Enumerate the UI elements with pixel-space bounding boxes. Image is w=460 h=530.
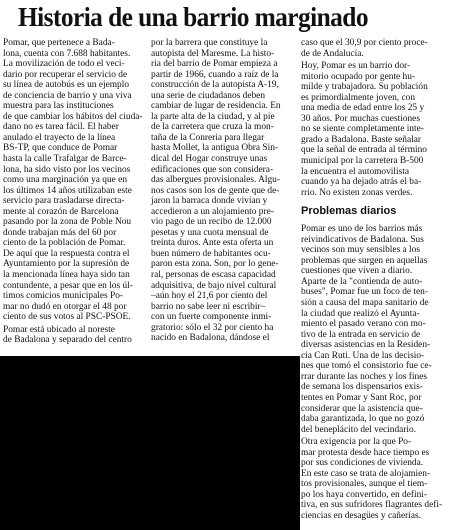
text-line: accedieron a un alojamiento pre- <box>151 206 274 217</box>
text-line: La movilización de todo el veci- <box>3 59 125 70</box>
text-line: la ciudad que realizó el Ayunta- <box>301 308 420 319</box>
text-line: dano no es tarea fácil. El haber <box>3 122 119 133</box>
article-headline: Historia de una barrio marginado <box>18 2 368 32</box>
text-line: Aparte de la "contienda de auto- <box>301 276 423 287</box>
text-line: no se siente completamente inte- <box>301 124 424 135</box>
subheading-problemas-diarios: Problemas diarios <box>301 205 397 218</box>
text-line: 30 años. Por muchas cuestiones <box>301 113 420 124</box>
article-column-2 <box>151 38 299 344</box>
text-line: hasta Mollet, la antigua Obra Sin- <box>151 143 279 154</box>
text-line: Ayuntamiento por la supresión de <box>3 259 130 270</box>
text-line: autopista del Maresme. La histo- <box>151 48 275 59</box>
black-ink-block <box>0 356 300 530</box>
text-line: edificaciones que son considera- <box>151 164 274 175</box>
text-line: daba garantizada, lo que no gozó <box>301 414 425 425</box>
text-line: por sus condiciones de vivienda. <box>301 458 424 469</box>
text-line: tos provisionales, aunque el tiem- <box>301 479 428 490</box>
text-line: por la barrera que constituye la <box>151 38 268 48</box>
text-line: diversas asistencias en la Residen- <box>301 340 431 351</box>
text-line: municipal por la carretera B-500 <box>301 156 424 167</box>
text-line: Pomar es uno de los barrios más <box>301 224 423 235</box>
text-line: caso que el 30,9 por ciento proce- <box>301 38 428 48</box>
text-line: vio pago de un recibo de 12.000 <box>151 217 272 228</box>
text-line: nos casos son los de gente que de- <box>151 185 280 196</box>
text-line: miento el pasado verano con mo- <box>301 319 426 330</box>
text-line: considerar que la asistencia que- <box>301 403 423 414</box>
text-line: lona, ha sido visto por los vecinos <box>3 164 131 175</box>
text-line: jaron la barraca donde vivían y <box>151 196 268 207</box>
text-line: Otra exigencia por la que Po- <box>301 437 412 448</box>
text-line: que la señal de entrada al término <box>301 145 427 156</box>
article-column-3 <box>301 38 457 522</box>
text-line: de Badalona y separado del centro <box>3 335 132 346</box>
text-line: rrar durante las noches y los fines <box>301 371 427 382</box>
text-line: das albergues provisionales. Algu- <box>151 175 280 186</box>
text-line: buen número de habitantes ocu- <box>151 248 271 259</box>
text-line: construcción de la autopista A-19, <box>151 80 279 91</box>
text-line: gratorio: sólo el 32 por ciento ha <box>151 322 274 333</box>
text-line: la mencionada línea haya sido tan <box>3 270 130 281</box>
text-line: paron esta zona. Son, por lo gene- <box>151 259 279 270</box>
text-line: de la carretera que cruza la mon- <box>151 122 274 133</box>
text-line: cuando ya ha dejado atrás el ba- <box>301 177 422 188</box>
text-line: la parte alta de la ciudad, y al pie <box>151 111 275 122</box>
text-line: con un fuerte componente inmi- <box>151 312 272 323</box>
text-line: timos comicios municipales Po- <box>3 291 124 302</box>
text-line: barrio no sabe leer ni escribir– <box>151 301 266 312</box>
text-line: nacido en Badalona, dándose el <box>151 333 270 344</box>
text-line: ria del barrio de Pomar empieza a <box>151 59 278 70</box>
text-line: dario por recuperar el servicio de <box>3 69 128 80</box>
text-line: ciento de la población de Pomar. <box>3 238 126 249</box>
text-line: donde trabajan más del 60 por <box>3 227 117 238</box>
text-line: una serie de ciudadanos deben <box>151 90 266 101</box>
text-line: Pomar está ubicado al noreste <box>3 324 115 335</box>
text-line: mar no dudó en otorgar el 48 por <box>3 301 127 312</box>
text-line: hasta la calle Trafalgar de Barce- <box>3 154 127 165</box>
text-line: tivo de la entrada en servicio de <box>301 329 421 340</box>
text-line: milde y trabajadora. Su población <box>301 82 428 93</box>
text-line: adquisitiva, de bajo nivel cultural <box>151 280 277 291</box>
text-line: mitorio ocupado por gente hu- <box>301 71 416 82</box>
text-line: anulado el trayecto de la línea <box>3 132 116 143</box>
text-line: servicio para trasladarse directa- <box>3 196 125 207</box>
text-line: BS-TP, que conduce de Pomar <box>3 143 118 154</box>
text-line: del beneplácito del vecindario. <box>301 424 417 435</box>
text-line: cambiar de lugar de residencia. En <box>151 101 281 112</box>
text-line: de de Andalucía. <box>301 48 364 59</box>
text-line: los últimos 14 años utilizaban este <box>3 185 132 196</box>
text-line: –aún hoy el 21,6 por ciento del <box>151 291 268 302</box>
text-line: contundente, a pesar que en los úl- <box>3 280 133 291</box>
text-line: Pomar, que pertenece a Bada- <box>3 38 115 48</box>
text-line: muestra para las instituciones <box>3 101 114 112</box>
column-3-bottom <box>301 224 457 521</box>
text-line: dical del Hogar construye unas <box>151 154 268 165</box>
article-column-1 <box>3 38 150 346</box>
text-line: nes que tomó el consistorio fue ce- <box>301 361 432 372</box>
text-line: grado a Badalona. Baste señalar <box>301 134 422 145</box>
text-line: ciento de sus votos al PSC-PSOE. <box>3 312 131 323</box>
text-line: Hoy, Pomar es un barrio dor- <box>301 61 411 72</box>
text-line: mar protesta desde hace tiempo es <box>301 447 430 458</box>
text-line: problemas que surgen en aquellas <box>301 255 428 266</box>
text-line: pasando por la zona de Poble Nou <box>3 217 132 228</box>
text-line: po los haya convertido, en defini- <box>301 489 428 500</box>
text-line: como una marginación ya que en <box>3 175 128 186</box>
text-line: buses", Pomar fue un foco de ten- <box>301 287 428 298</box>
text-line: ciencias en desagües y cañerías. <box>301 510 421 521</box>
text-line: es primordialmente joven, con <box>301 92 416 103</box>
text-line: una media de edad entre los 25 y <box>301 103 425 114</box>
text-line: En este caso se trata de alojamien- <box>301 468 431 479</box>
text-line: cuestiones que viven a diario. <box>301 266 413 277</box>
text-line: de semana los dispensarios exis- <box>301 382 423 393</box>
text-line: pesetas y una cuota mensual de <box>151 227 269 238</box>
text-line: De aquí que la respuesta contra el <box>3 248 130 259</box>
text-line: de que cambiar los hábitos del ciuda- <box>3 111 143 122</box>
column-3-top <box>301 38 457 198</box>
text-line: vecinos son muy sensibles a los <box>301 245 421 256</box>
text-line: treinta duros. Ante esta oferta un <box>151 238 274 249</box>
text-line: taña de la Conreria para llegar <box>151 132 265 143</box>
text-line: lona, cuenta con 7.688 habitantes. <box>3 48 131 59</box>
text-line: mente al corazón de Barcelona <box>3 206 119 217</box>
text-line: ral, personas de escasa capacidad <box>151 270 276 281</box>
text-line: cia Can Ruti. Una de las decisio- <box>301 350 425 361</box>
text-line: tiva, en sus sufridores flagrantes defi- <box>301 500 443 511</box>
text-line: de conciencia de barrio y una viva <box>3 90 132 101</box>
text-line: tentes en Pomar y Sant Roc, por <box>301 392 422 403</box>
text-line: su línea de autobús es un ejemplo <box>3 80 130 91</box>
text-line: reivindicativos de Badalona. Sus <box>301 234 424 245</box>
text-line: rrio. No existen zonas verdes. <box>301 187 413 198</box>
text-line: la encuentra el automovilista <box>301 166 410 177</box>
text-line: partir de 1966, cuando a raíz de la <box>151 69 279 80</box>
text-line: sión a causa del mapa sanitario de <box>301 298 429 309</box>
